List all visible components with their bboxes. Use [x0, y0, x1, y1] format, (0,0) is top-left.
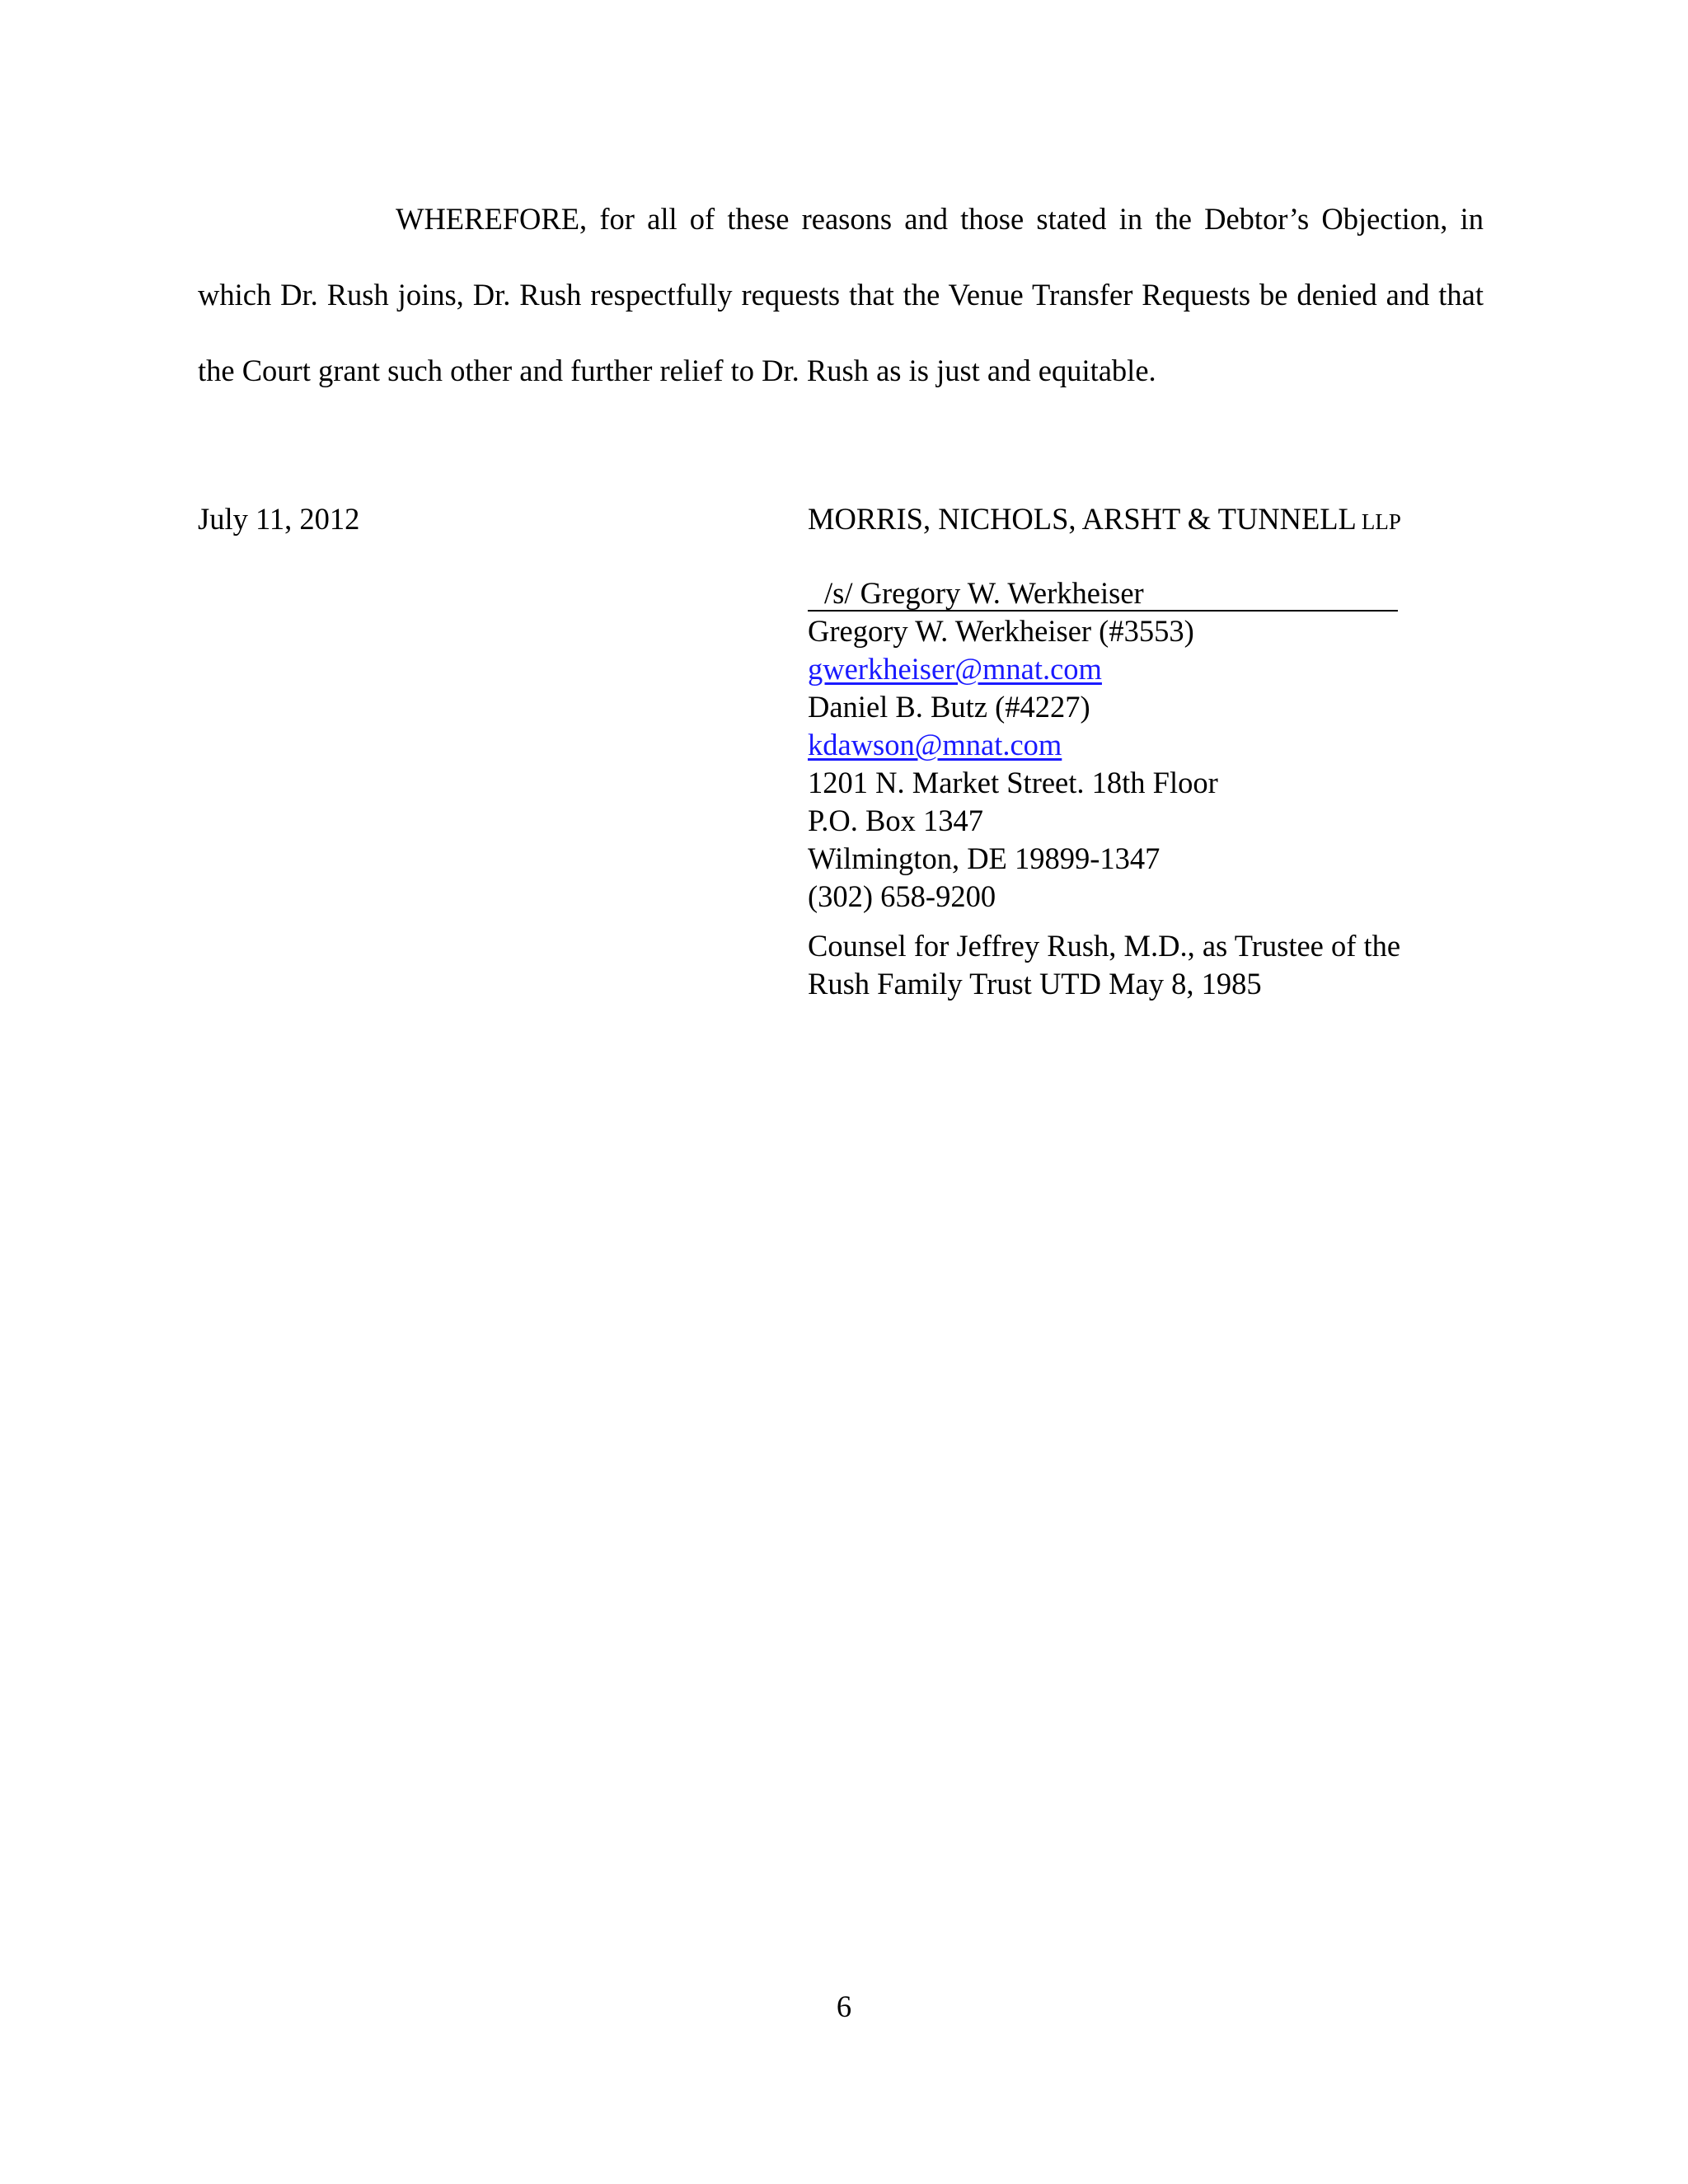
signature-text: /s/ Gregory W. Werkheiser: [824, 576, 1144, 610]
signature-block: [808, 574, 1484, 1003]
address-street: 1201 N. Market Street. 18th Floor: [808, 766, 1218, 799]
address-po-box: P.O. Box 1347: [808, 804, 983, 837]
closing-paragraph: WHEREFORE, for all of these reasons and those stated in the Debtor’s Objection, in which Dr. Rush joins, Dr. Rush respectfully requests that the Venue Transfer Requests be denied and that the Court grant such other and further relief to Dr. Rush as is just and equitable.: [198, 202, 1484, 387]
address-city: Wilmington, DE 19899-1347: [808, 841, 1160, 875]
phone-number: (302) 658-9200: [808, 879, 996, 913]
signature-line: [808, 577, 1398, 612]
firm-name-text: MORRIS, NICHOLS, ARSHT & TUNNELL: [808, 502, 1357, 536]
attorney-2: Daniel B. Butz (#4227): [808, 690, 1090, 724]
page-number: 6: [836, 1990, 852, 2023]
attorney-2-email-link[interactable]: kdawson@mnat.com: [808, 728, 1062, 762]
signature-date: July 11, 2012: [198, 502, 360, 536]
attorney-1-email-link[interactable]: gwerkheiser@mnat.com: [808, 652, 1102, 686]
counsel-line-2: Rush Family Trust UTD May 8, 1985: [808, 967, 1262, 1001]
firm-name: [808, 500, 1401, 541]
attorney-1: Gregory W. Werkheiser (#3553): [808, 614, 1194, 648]
firm-suffix: LLP: [1361, 509, 1401, 534]
counsel-line-1: Counsel for Jeffrey Rush, M.D., as Trustee of the: [808, 929, 1401, 963]
